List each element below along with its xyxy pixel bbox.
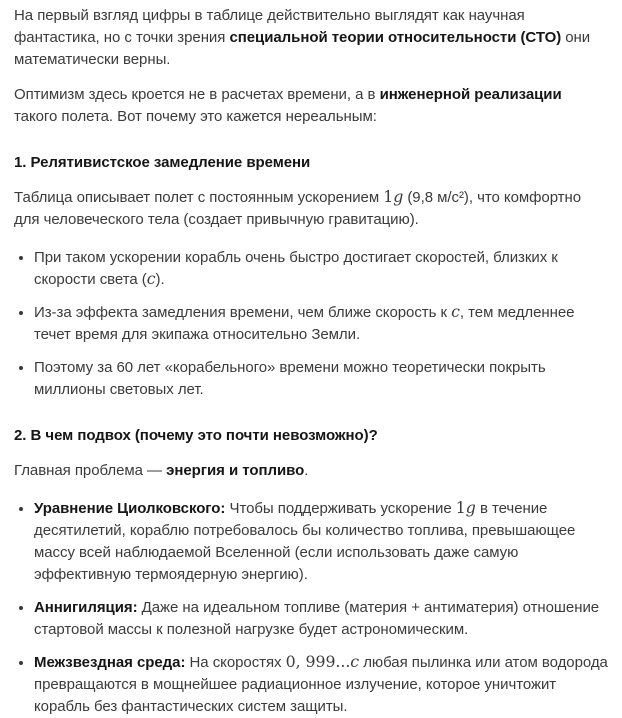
bold-run: специальной теории относительности (СТО) bbox=[229, 29, 562, 46]
text-run: ). bbox=[155, 271, 165, 288]
bold-run: Уравнение Циолковского: bbox=[34, 500, 226, 517]
text-run: Главная проблема — bbox=[14, 462, 167, 479]
math-number: 0, 999... bbox=[285, 652, 351, 671]
text-run: На первый взгляд цифры в таблице действительно выглядят как научная фантастика, но с точки зрения bbox=[14, 7, 525, 46]
section-1-heading: 1. Релятивистское замедление времени bbox=[14, 154, 311, 171]
math-number: 1 bbox=[383, 187, 394, 206]
text-run: Чтобы поддерживать ускорение bbox=[225, 500, 456, 517]
list-item bbox=[14, 302, 608, 346]
list-item bbox=[14, 498, 608, 586]
math-variable-g: g bbox=[465, 498, 476, 517]
text-run: (9,8 м/с²), что комфортно для человеческого тела (создает привычную гравитацию). bbox=[14, 189, 582, 228]
list-item bbox=[14, 357, 608, 401]
bold-run: Межзвездная среда: bbox=[34, 654, 186, 671]
text-run: в течение десятилетий, кораблю потребовалось бы количество топлива, превышающее массу всей наблюдаемой Вселенной (если использовать даже самую эффективную термоядерную энергию). bbox=[34, 500, 576, 583]
text-run: . bbox=[304, 462, 309, 479]
bold-run: инженерной реализации bbox=[379, 86, 562, 103]
list-item bbox=[14, 247, 608, 291]
math-variable-c: c bbox=[451, 302, 460, 321]
math-number: 1 bbox=[455, 498, 466, 517]
paragraph-acceleration bbox=[14, 187, 608, 231]
text-run: такого полета. Вот почему это кажется нереальным: bbox=[14, 108, 377, 125]
math-variable-c: c bbox=[350, 652, 360, 671]
section-1-list bbox=[14, 247, 608, 401]
text-run: На скоростях bbox=[185, 654, 286, 671]
paragraph-optimism bbox=[14, 84, 608, 128]
text-run: , тем медленнее течет время для экипажа относительно Земли. bbox=[34, 304, 575, 343]
list-item bbox=[14, 652, 608, 718]
section-2-list bbox=[14, 498, 608, 718]
text-run: Поэтому за 60 лет «корабельного» времени можно теоретически покрыть миллионы световых лет. bbox=[34, 359, 546, 398]
list-item bbox=[14, 597, 608, 641]
section-2-heading: 2. В чем подвох (почему это почти невозможно)? bbox=[14, 427, 378, 444]
text-run: Даже на идеальном топливе (материя + антиматерия) отношение стартовой массы к полезной нагрузке будет астрономическим. bbox=[34, 599, 600, 638]
math-variable-c: c bbox=[146, 269, 156, 288]
text-run: Из-за эффекта замедления времени, чем ближе скорость к bbox=[34, 304, 452, 321]
text-run: Оптимизм здесь кроется не в расчетах времени, а в bbox=[14, 86, 380, 103]
text-run: Таблица описывает полет с постоянным ускорением bbox=[14, 189, 384, 206]
math-variable-g: g bbox=[393, 187, 404, 206]
text-run: При таком ускорении корабль очень быстро достигает скоростей, близких к скорости света ( bbox=[34, 249, 558, 288]
bold-run: Аннигиляция: bbox=[34, 599, 138, 616]
text-run: любая пылинка или атом водорода превращаются в мощнейшее радиационное излучение, которое уничтожит корабль без фантастических систем защиты. bbox=[34, 654, 608, 715]
bold-run: энергия и топливо bbox=[166, 462, 305, 479]
text-run: они математически верны. bbox=[14, 29, 591, 68]
paragraph-intro bbox=[14, 5, 608, 71]
paragraph-problem bbox=[14, 460, 608, 482]
